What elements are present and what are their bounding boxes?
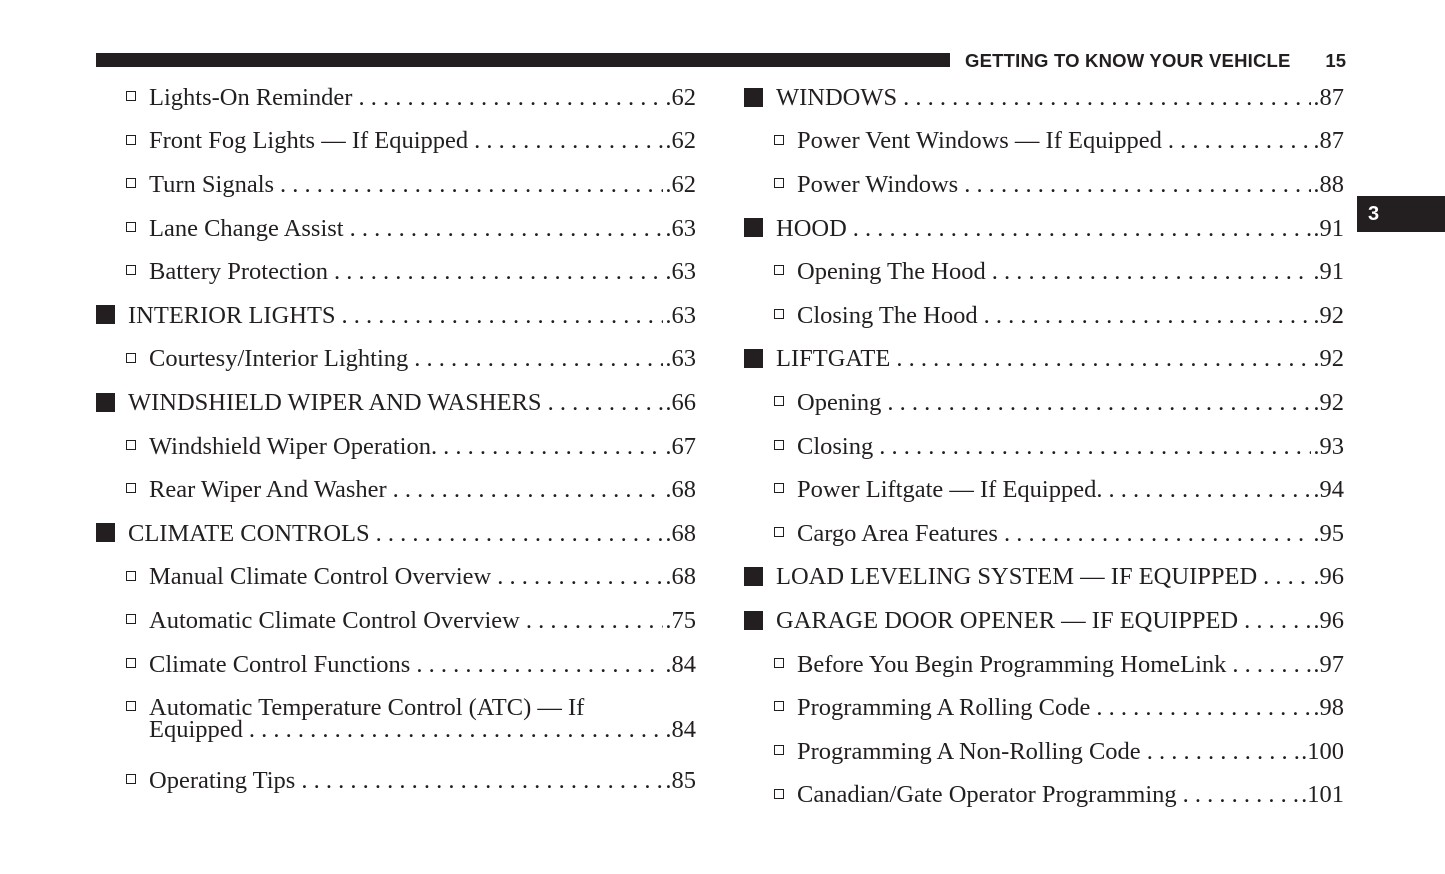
toc-entry-label: Opening The Hood (797, 258, 986, 286)
toc-page-number: .62 (665, 127, 696, 155)
hollow-square-bullet-icon (126, 483, 136, 493)
toc-entry-line (126, 433, 696, 461)
dot-leader (358, 84, 663, 112)
dot-leader (896, 345, 1311, 373)
toc-page-number: .87 (1313, 127, 1344, 155)
toc-page-number: .63 (665, 345, 696, 373)
toc-page-number: .92 (1313, 301, 1344, 329)
hollow-square-bullet-icon (774, 396, 784, 406)
toc-entry-label: Power Windows (797, 170, 959, 198)
toc-entry-line (126, 476, 696, 504)
toc-entry-line (126, 607, 696, 635)
dot-leader (903, 84, 1311, 112)
toc-entry-label: Automatic Climate Control Overview (149, 606, 520, 634)
toc-entry-closing-the-hood[interactable] (744, 294, 1344, 338)
toc-entry-windshield-wiper-operation[interactable] (96, 425, 696, 469)
toc-page-number: .67 (665, 432, 696, 460)
toc-entry-before-you-begin-programming-homelink[interactable] (744, 643, 1344, 687)
toc-entry-line (744, 563, 1344, 591)
hollow-square-bullet-icon (774, 178, 784, 188)
dot-leader (887, 389, 1311, 417)
hollow-square-bullet-icon (126, 658, 136, 668)
toc-entry-line (126, 345, 696, 373)
toc-page-number: .68 (665, 563, 696, 591)
filled-square-bullet-icon (96, 393, 115, 412)
dot-leader (416, 651, 663, 679)
toc-entry-label: Turn Signals (149, 170, 275, 198)
toc-entry-label: Front Fog Lights — If Equipped (149, 127, 469, 155)
toc-entry-lights-on-reminder[interactable] (96, 76, 696, 120)
toc-entry-line (126, 127, 696, 155)
toc-page-number: .62 (665, 83, 696, 111)
toc-page-number: .66 (665, 388, 696, 416)
toc-entry-line2 (126, 716, 696, 744)
dot-leader (1168, 127, 1311, 155)
hollow-square-bullet-icon (774, 527, 784, 537)
hollow-square-bullet-icon (126, 178, 136, 188)
toc-entry-label: Courtesy/Interior Lighting (149, 345, 409, 373)
toc-entry-line (774, 127, 1344, 155)
toc-entry-power-windows[interactable] (744, 163, 1344, 207)
page-number: 15 (1325, 50, 1346, 71)
dot-leader (1244, 607, 1311, 635)
hollow-square-bullet-icon (774, 789, 784, 799)
toc-entry-front-fog-lights-if-equipped[interactable] (96, 120, 696, 164)
dot-leader (1004, 520, 1311, 548)
toc-entry-programming-a-rolling-code[interactable] (744, 686, 1344, 730)
toc-entry-line (774, 738, 1344, 766)
toc-entry-label: WINDSHIELD WIPER AND WASHERS (128, 388, 542, 416)
toc-section-windows[interactable] (744, 76, 1344, 120)
toc-entry-line (774, 433, 1344, 461)
toc-entry-rear-wiper-and-washer[interactable] (96, 468, 696, 512)
dot-leader (853, 215, 1312, 243)
toc-entry-line (96, 302, 696, 330)
dot-leader (526, 607, 664, 635)
toc-page-number: .63 (665, 258, 696, 286)
dot-leader (376, 520, 664, 548)
toc-page-number: .95 (1313, 519, 1344, 547)
toc-page-number: .98 (1313, 694, 1344, 722)
toc-page-number: .91 (1313, 214, 1344, 242)
hollow-square-bullet-icon (126, 701, 136, 711)
toc-page-number: .97 (1313, 650, 1344, 678)
toc-entry-line (126, 84, 696, 112)
hollow-square-bullet-icon (774, 745, 784, 755)
toc-entry-courtesy-interior-lighting[interactable] (96, 338, 696, 382)
hollow-square-bullet-icon (774, 483, 784, 493)
toc-page-number: .84 (665, 715, 696, 743)
toc-entry-line (96, 389, 696, 417)
toc-entry-climate-control-functions[interactable] (96, 643, 696, 687)
dot-leader (992, 258, 1312, 286)
toc-entry-label: Climate Control Functions (149, 650, 411, 678)
filled-square-bullet-icon (744, 611, 763, 630)
toc-entry-operating-tips[interactable] (96, 759, 696, 803)
toc-entry-line (126, 171, 696, 199)
toc-entry-closing[interactable] (744, 425, 1344, 469)
toc-entry-label: Cargo Area Features (797, 519, 998, 547)
toc-entry-opening-the-hood[interactable] (744, 250, 1344, 294)
toc-entry-opening[interactable] (744, 381, 1344, 425)
toc-page-number: .68 (665, 476, 696, 504)
toc-entry-label: Closing (797, 432, 874, 460)
toc-page-number: .101 (1301, 781, 1344, 809)
toc-entry-battery-protection[interactable] (96, 250, 696, 294)
dot-leader (280, 171, 663, 199)
toc-entry-line (744, 345, 1344, 373)
toc-entry-label: INTERIOR LIGHTS (128, 301, 336, 329)
toc-page-number: .75 (665, 606, 696, 634)
toc-entry-label: Rear Wiper And Washer (149, 476, 387, 504)
toc-section-hood[interactable] (744, 207, 1344, 251)
toc-entry-line (774, 258, 1344, 286)
toc-entry-label: Before You Begin Programming HomeLink (797, 650, 1227, 678)
hollow-square-bullet-icon (774, 658, 784, 668)
toc-entry-power-vent-windows-if-equipped[interactable] (744, 120, 1344, 164)
toc-page-number: .93 (1313, 432, 1344, 460)
toc-entry-automatic-temperature-control-atc-if[interactable] (96, 686, 696, 759)
toc-entry-label: Battery Protection (149, 258, 328, 286)
toc-page-number: .87 (1313, 83, 1344, 111)
toc-entry-label: LOAD LEVELING SYSTEM — IF EQUIPPED (776, 563, 1258, 591)
toc-entry-line (774, 520, 1344, 548)
toc-entry-label: Opening (797, 388, 882, 416)
toc-page-number: .63 (665, 301, 696, 329)
toc-entry-line (774, 651, 1344, 679)
toc-entry-line (126, 651, 696, 679)
hollow-square-bullet-icon (126, 265, 136, 275)
hollow-square-bullet-icon (774, 135, 784, 145)
toc-entry-label: Manual Climate Control Overview (149, 563, 492, 591)
toc-entry-label: Lane Change Assist (149, 214, 344, 242)
toc-section-load-leveling-system-if-equipped[interactable] (744, 556, 1344, 600)
toc-entry-manual-climate-control-overview[interactable] (96, 556, 696, 600)
hollow-square-bullet-icon (126, 353, 136, 363)
dot-leader (1147, 738, 1299, 766)
toc-entry-line (774, 302, 1344, 330)
toc-entry-automatic-climate-control-overview[interactable] (96, 599, 696, 643)
dot-leader (393, 476, 664, 504)
toc-entry-label: Automatic Temperature Control (ATC) — If (149, 694, 585, 722)
toc-page-number: .63 (665, 214, 696, 242)
toc-entry-line (744, 607, 1344, 635)
toc-page-number: .96 (1313, 606, 1344, 634)
toc-page-number: .62 (665, 170, 696, 198)
toc-left-column (96, 76, 696, 803)
filled-square-bullet-icon (96, 523, 115, 542)
hollow-square-bullet-icon (774, 309, 784, 319)
toc-entry-label: WINDOWS (776, 83, 898, 111)
toc-page-number: .68 (665, 519, 696, 547)
dot-leader (497, 563, 663, 591)
toc-page-number: .84 (665, 650, 696, 678)
toc-entry-line (126, 563, 696, 591)
dot-leader (249, 716, 663, 744)
hollow-square-bullet-icon (126, 135, 136, 145)
toc-entry-label: Canadian/Gate Operator Programming (797, 781, 1177, 809)
dot-leader (1096, 694, 1311, 722)
toc-entry-line (126, 215, 696, 243)
toc-entry-label: Programming A Rolling Code (797, 694, 1091, 722)
dot-leader (342, 302, 664, 330)
toc-entry-label: Closing The Hood (797, 301, 978, 329)
filled-square-bullet-icon (744, 567, 763, 586)
section-title: GETTING TO KNOW YOUR VEHICLE (965, 50, 1291, 71)
hollow-square-bullet-icon (126, 222, 136, 232)
toc-entry-label-continued: Equipped (149, 715, 243, 743)
toc-section-liftgate[interactable] (744, 338, 1344, 382)
toc-entry-line (774, 476, 1344, 504)
chapter-tab: 3 (1357, 196, 1445, 232)
dot-leader (474, 127, 663, 155)
dot-leader (334, 258, 663, 286)
toc-entry-line (744, 84, 1344, 112)
toc-page-number: .88 (1313, 170, 1344, 198)
dot-leader (443, 433, 663, 461)
toc-entry-line (774, 389, 1344, 417)
dot-leader (1232, 651, 1311, 679)
toc-entry-line (126, 258, 696, 286)
dot-leader (964, 171, 1311, 199)
toc-entry-cargo-area-features[interactable] (744, 512, 1344, 556)
filled-square-bullet-icon (744, 218, 763, 237)
dot-leader (414, 345, 663, 373)
toc-page-number: .91 (1313, 258, 1344, 286)
hollow-square-bullet-icon (126, 440, 136, 450)
toc-entry-line (774, 171, 1344, 199)
filled-square-bullet-icon (744, 349, 763, 368)
dot-leader (1263, 563, 1311, 591)
toc-section-climate-controls[interactable] (96, 512, 696, 556)
toc-entry-label: CLIMATE CONTROLS (128, 519, 370, 547)
hollow-square-bullet-icon (774, 440, 784, 450)
filled-square-bullet-icon (744, 88, 763, 107)
toc-entry-canadian-gate-operator-programming[interactable] (744, 774, 1344, 818)
toc-entry-label: GARAGE DOOR OPENER — IF EQUIPPED (776, 606, 1239, 634)
toc-entry-line (126, 767, 696, 795)
toc-entry-label: Windshield Wiper Operation. (149, 432, 438, 460)
toc-section-windshield-wiper-and-washers[interactable] (96, 381, 696, 425)
hollow-square-bullet-icon (126, 91, 136, 101)
toc-entry-label: Operating Tips (149, 767, 296, 795)
hollow-square-bullet-icon (126, 571, 136, 581)
toc-entry-line (744, 215, 1344, 243)
toc-entry-label: Programming A Non-Rolling Code (797, 737, 1141, 765)
dot-leader (1108, 476, 1311, 504)
toc-entry-label: Power Liftgate — If Equipped. (797, 476, 1103, 504)
toc-page-number: .96 (1313, 563, 1344, 591)
dot-leader (548, 389, 664, 417)
toc-entry-line (774, 694, 1344, 722)
toc-entry-label: Power Vent Windows — If Equipped (797, 127, 1162, 155)
hollow-square-bullet-icon (774, 265, 784, 275)
toc-entry-power-liftgate-if-equipped[interactable] (744, 468, 1344, 512)
dot-leader (879, 433, 1311, 461)
toc-page-number: .94 (1313, 476, 1344, 504)
dot-leader (1183, 781, 1299, 809)
toc-entry-label: Lights-On Reminder (149, 83, 353, 111)
toc-entry-turn-signals[interactable] (96, 163, 696, 207)
toc-entry-programming-a-non-rolling-code[interactable] (744, 730, 1344, 774)
hollow-square-bullet-icon (774, 701, 784, 711)
toc-entry-label: LIFTGATE (776, 345, 891, 373)
hollow-square-bullet-icon (126, 774, 136, 784)
toc-page-number: .92 (1313, 388, 1344, 416)
filled-square-bullet-icon (96, 305, 115, 324)
toc-section-garage-door-opener-if-equipped[interactable] (744, 599, 1344, 643)
toc-page-number: .85 (665, 767, 696, 795)
dot-leader (984, 302, 1312, 330)
dot-leader (301, 767, 663, 795)
hollow-square-bullet-icon (126, 614, 136, 624)
toc-entry-line (96, 520, 696, 548)
toc-entry-label: HOOD (776, 214, 847, 242)
header-rule (96, 53, 950, 67)
toc-section-interior-lights[interactable] (96, 294, 696, 338)
toc-entry-lane-change-assist[interactable] (96, 207, 696, 251)
toc-right-column (744, 76, 1344, 817)
toc-entry-line (774, 781, 1344, 809)
dot-leader (350, 215, 664, 243)
toc-page-number: .92 (1313, 345, 1344, 373)
toc-page-number: .100 (1301, 737, 1344, 765)
